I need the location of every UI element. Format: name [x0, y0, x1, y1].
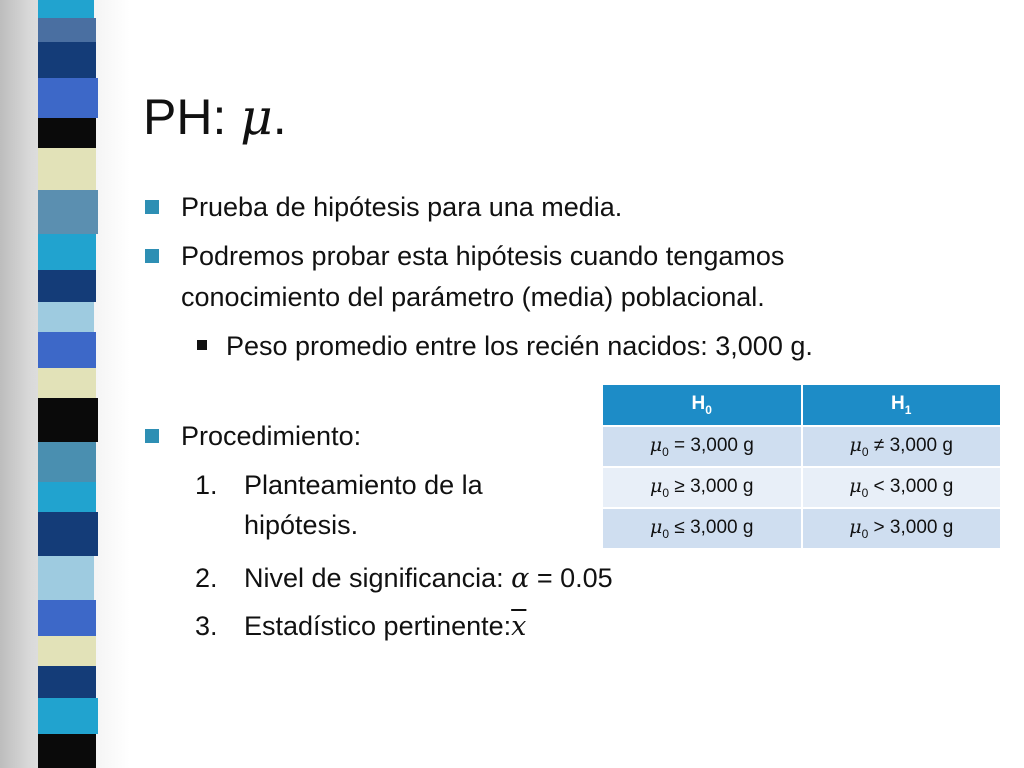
- procedure-label: Procedimiento:: [181, 421, 362, 451]
- step-1-line-1: Planteamiento de la: [244, 470, 483, 500]
- bullet-square-icon: [145, 429, 159, 443]
- table-cell: $\mu_0 \le 3,000$ g: [602, 508, 802, 549]
- table-cell: $\mu_0 = 3,000$ g: [602, 426, 802, 467]
- bullet-square-icon: [145, 200, 159, 214]
- step-3-number: 3.: [195, 611, 218, 641]
- bullet-square-icon: [145, 249, 159, 263]
- sub-bullet: Peso promedio entre los recién nacidos: 3,000 g.: [226, 331, 813, 361]
- table-cell: $\mu_0 < 3,000$ g: [802, 467, 1002, 508]
- table-cell: $\mu_0 \ne 3,000$ g: [802, 426, 1002, 467]
- slide-title: [143, 88, 287, 146]
- step-3-label: Estadístico pertinente:: [244, 611, 512, 641]
- header-h0: $H_0$: [602, 384, 802, 426]
- step-2-text: [244, 558, 613, 599]
- title-suffix: .: [272, 89, 287, 145]
- step-2-number: 2.: [195, 563, 218, 593]
- x-bar-symbol: $\overline{x}$: [511, 611, 527, 642]
- sub-bullet-square-icon: [197, 340, 207, 350]
- alpha-symbol: α: [511, 563, 530, 594]
- title-mu-symbol: μ: [240, 88, 273, 146]
- step-1-line-2: hipótesis.: [244, 510, 359, 540]
- table-row: [602, 508, 1001, 549]
- decorative-color-strip: [38, 0, 98, 768]
- hypothesis-table: [601, 383, 1002, 550]
- bullet-2-line-2: conocimiento del parámetro (media) poblacional.: [181, 282, 765, 312]
- bullet-2-line-1: Podremos probar esta hipótesis cuando tengamos: [181, 241, 785, 271]
- table-cell: $\mu_0 > 3,000$ g: [802, 508, 1002, 549]
- table-row: [602, 467, 1001, 508]
- step-2-label: Nivel de significancia:: [244, 563, 512, 593]
- step-1-number: 1.: [195, 470, 218, 500]
- table-row: [602, 426, 1001, 467]
- step-2-value: = 0.05: [529, 563, 613, 593]
- step-3-text: [244, 606, 526, 647]
- header-h1: $H_1$: [802, 384, 1002, 426]
- bullet-1: Prueba de hipótesis para una media.: [181, 192, 623, 222]
- table-header-row: [602, 384, 1001, 426]
- title-text: PH:: [143, 89, 241, 145]
- table-cell: $\mu_0 \ge 3,000$ g: [602, 467, 802, 508]
